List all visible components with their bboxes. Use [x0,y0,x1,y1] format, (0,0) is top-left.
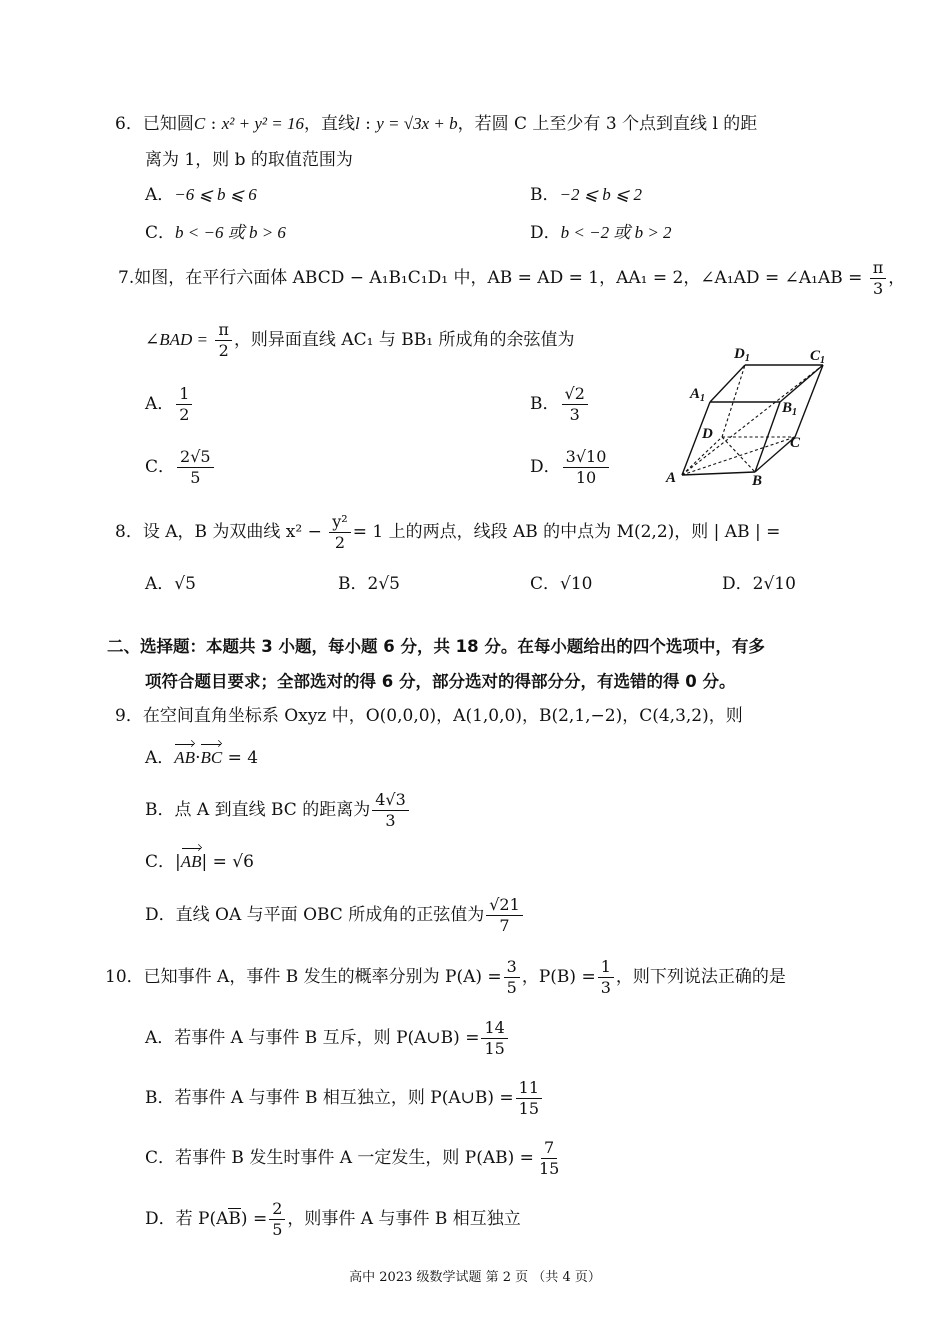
q6-option-a[interactable]: A．−6 ⩽ b ⩽ 6 [145,185,257,205]
label-b: B [752,473,763,489]
q7-stem-line2: ∠BAD = $\frac{\pi}{2}$ ，则异面直线 AC₁ 与 BB₁ 所成角的余弦值为 [145,320,575,360]
label-a1: $A_1$ [690,386,706,404]
q8-option-c[interactable]: C．√10 [530,574,593,594]
q7-parallelepiped-figure [660,340,840,490]
q9-option-b[interactable]: B．点 A 到直线 BC 的距离为 $\frac{4√3}{3}$ [145,786,411,834]
q7-number: 7. [118,268,135,288]
edge-ab [682,472,755,475]
q9-option-a[interactable]: A．AB·BC = 4 [145,748,259,768]
q9-number: 9． [115,706,143,726]
page-footer: 高中 2023 级数学试题 第 2 页 （共 4 页） [349,1270,601,1285]
q10-option-c[interactable]: C．若事件 B 发生时事件 A 一定发生，则 P(AB) = $\frac{7}{15}$ [145,1138,560,1178]
q7-option-b[interactable]: B． $\frac{√2}{3}$ [530,380,590,428]
q6-option-b[interactable]: B．−2 ⩽ b ⩽ 2 [530,185,642,205]
q9-option-c[interactable]: C．|AB| = √6 [145,852,254,872]
q8-option-a[interactable]: A．√5 [145,574,196,594]
q6-option-d[interactable]: D．b < −2 或 b > 2 [530,223,672,243]
q9-stem: 9．在空间直角坐标系 Oxyz 中，O(0,0,0)，A(1,0,0)，B(2,1,−2)，C(4,3,2)，则 [115,706,743,726]
q6-circle-equation: x² + y² = 16 [221,114,304,133]
q8-option-b[interactable]: B．2√5 [338,574,400,594]
q10-stem: 10．已知事件 A，事件 B 发生的概率分别为 P(A) = $\frac{3}{5}$ ，P(B) = $\frac{1}{3}$ ，则下列说法正确的是 [105,957,786,997]
label-c1: $C_1$ [810,348,826,366]
section2-heading-line2: 项符合题目要求；全部选对的得 6 分，部分选对的得部分分，有选错的得 0 分。 [145,672,736,691]
q6-stem-line2: 离为 1，则 b 的取值范围为 [145,150,353,170]
q6-line-equation: y = √3x + b [376,114,458,133]
q7-stem-line1: 7.如图，在平行六面体 ABCD − A₁B₁C₁D₁ 中，AB = AD = 1，AA₁ = 2，∠A₁AD = ∠A₁AB = $\frac{\pi}{3}$ ， [118,258,906,298]
label-a: A [666,470,677,486]
q6-number: 6． [115,114,143,134]
label-c: C [790,435,801,451]
label-d: D [702,426,713,442]
q6-stem-line1: 6．已知圆C : x² + y² = 16，直线l : y = √3x + b，若圆 C 上至少有 3 个点到直线 l 的距 [115,114,758,134]
q7-option-c[interactable]: C． $\frac{2√5}{5}$ [145,443,216,491]
q8-number: 8． [115,522,143,542]
edge-dd1-hidden [722,365,745,437]
q10-option-d[interactable]: D．若 P(AB) = $\frac{2}{5}$ ，则事件 A 与事件 B 相互独立 [145,1199,521,1239]
q8-stem: 8．设 A，B 为双曲线 x² − $\frac{\text{y²}}{2}$ = 1 上的两点，线段 AB 的中点为 M(2,2)，则 | AB | = [115,512,781,552]
label-b1: $B_1$ [782,400,798,418]
q6-option-c[interactable]: C．b < −6 或 b > 6 [145,223,286,243]
q7-option-d[interactable]: D． $\frac{3√10}{10}$ [530,443,611,491]
q8-option-d[interactable]: D．2√10 [722,574,796,594]
edge-a1d1 [710,365,745,402]
q10-option-b[interactable]: B．若事件 A 与事件 B 相互独立，则 P(A∪B) = $\frac{11}{15}$ [145,1074,544,1122]
diagonal-ac [682,437,795,475]
q7-frac-pi-3: $\frac{\pi}{3}$ [870,258,887,299]
label-d1: $D_1$ [734,346,750,364]
diagonal-db [722,437,755,472]
edge-ad-hidden [682,437,722,475]
q10-number: 10． [105,967,144,987]
q9-option-d[interactable]: D．直线 OA 与平面 OBC 所成角的正弦值为 $\frac{√21}{7}$ [145,891,525,939]
q10-option-a[interactable]: A．若事件 A 与事件 B 互斥，则 P(A∪B) = $\frac{14}{15}$ [145,1014,510,1062]
q7-option-a[interactable]: A． $\frac{1}{2}$ [145,380,194,428]
q7-frac-pi-2: $\frac{\pi}{2}$ [215,320,232,361]
section2-heading-line1: 二、选择题：本题共 3 小题，每小题 6 分，共 18 分。在每小题给出的四个选项中，有多 [107,637,765,656]
